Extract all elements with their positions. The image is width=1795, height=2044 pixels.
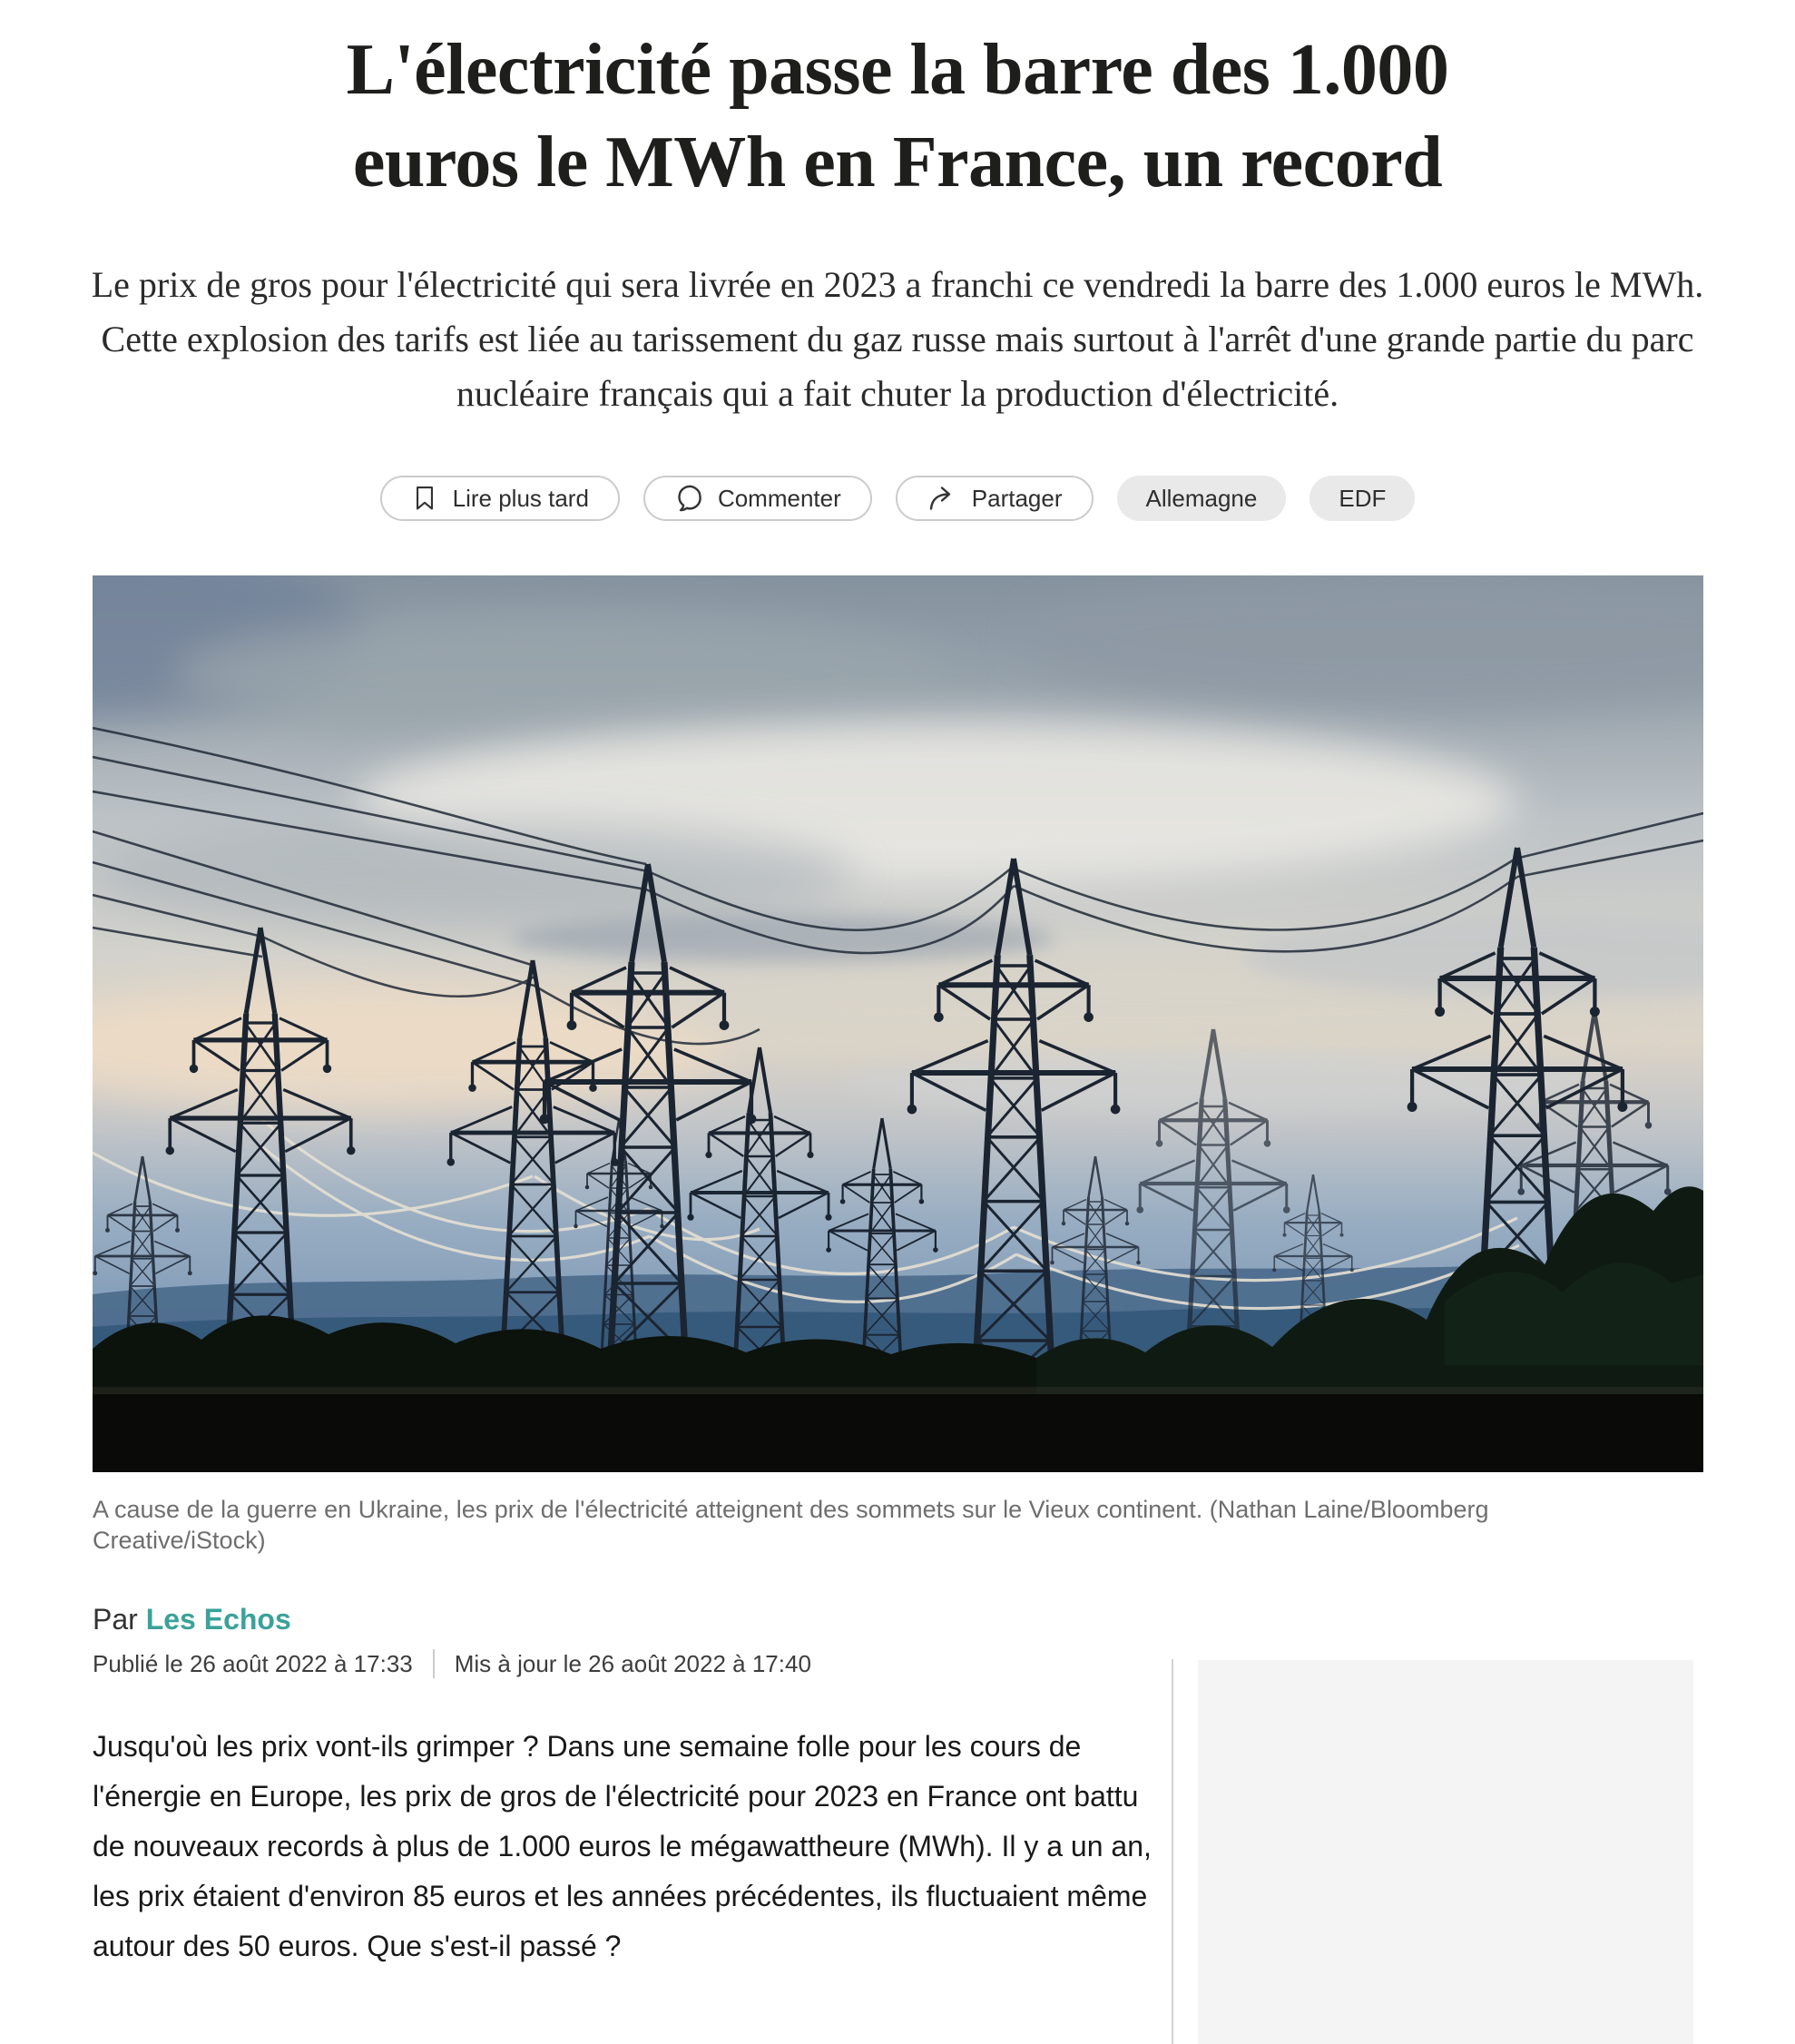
- bookmark-icon: [411, 483, 438, 514]
- published-date: Publié le 26 août 2022 à 17:33: [93, 1649, 413, 1677]
- author-link[interactable]: Les Echos: [145, 1603, 291, 1636]
- article-paragraph: Jusqu'où les prix vont-ils grimper ? Dans une semaine folle pour les cours de l'énergie en Europe, les prix de gros de l'électricité pour 2023 en France ont battu de nouveaux records à plus de 1.000 euros le mégawattheure (MWh). Il y a un an, les prix étaient d'environ 85 euros et les années précédentes, ils fluctuaient même autour des 50 euros. Que s'est-il passé ?: [93, 1730, 1152, 1962]
- byline: [93, 1603, 1795, 1636]
- tag-allemagne[interactable]: Allemagne: [1117, 476, 1287, 521]
- hero-image: [93, 575, 1703, 1472]
- date-divider: [433, 1649, 435, 1678]
- sidebar-ad-placeholder: [1198, 1660, 1693, 2044]
- read-later-label: Lire plus tard: [452, 484, 589, 512]
- comment-label: Commenter: [717, 484, 841, 512]
- byline-prefix: Par: [93, 1603, 146, 1636]
- comment-icon: [674, 483, 703, 514]
- share-icon: [927, 484, 957, 513]
- action-bar: [0, 476, 1795, 521]
- comment-button[interactable]: [643, 476, 872, 521]
- share-button[interactable]: [896, 476, 1094, 521]
- hero-caption: A cause de la guerre en Ukraine, les prix de l'électricité atteignent des sommets sur le Vieux continent. (Nathan Laine/Bloomberg Creative/iStock): [93, 1496, 1489, 1554]
- tag-edf[interactable]: EDF: [1309, 476, 1415, 521]
- share-label: Partager: [971, 484, 1063, 512]
- electricity-pylons-photo: [93, 575, 1703, 1472]
- article-standfirst: Le prix de gros pour l'électricité qui sera livrée en 2023 a franchi ce vendredi la barre des 1.000 euros le MWh. Cette explosion des tarifs est liée au tarissement du gaz russe mais surtout à l'arrêt d'une grande partie du parc nucléaire français qui a fait chuter la production d'électricité.: [91, 264, 1704, 414]
- updated-date: Mis à jour le 26 août 2022 à 17:40: [454, 1649, 811, 1677]
- read-later-button[interactable]: [380, 476, 620, 521]
- article-title: L'électricité passe la barre des 1.000 euros le MWh en France, un record: [346, 30, 1449, 202]
- ground: [93, 1394, 1703, 1472]
- content-divider: [1172, 1659, 1173, 2044]
